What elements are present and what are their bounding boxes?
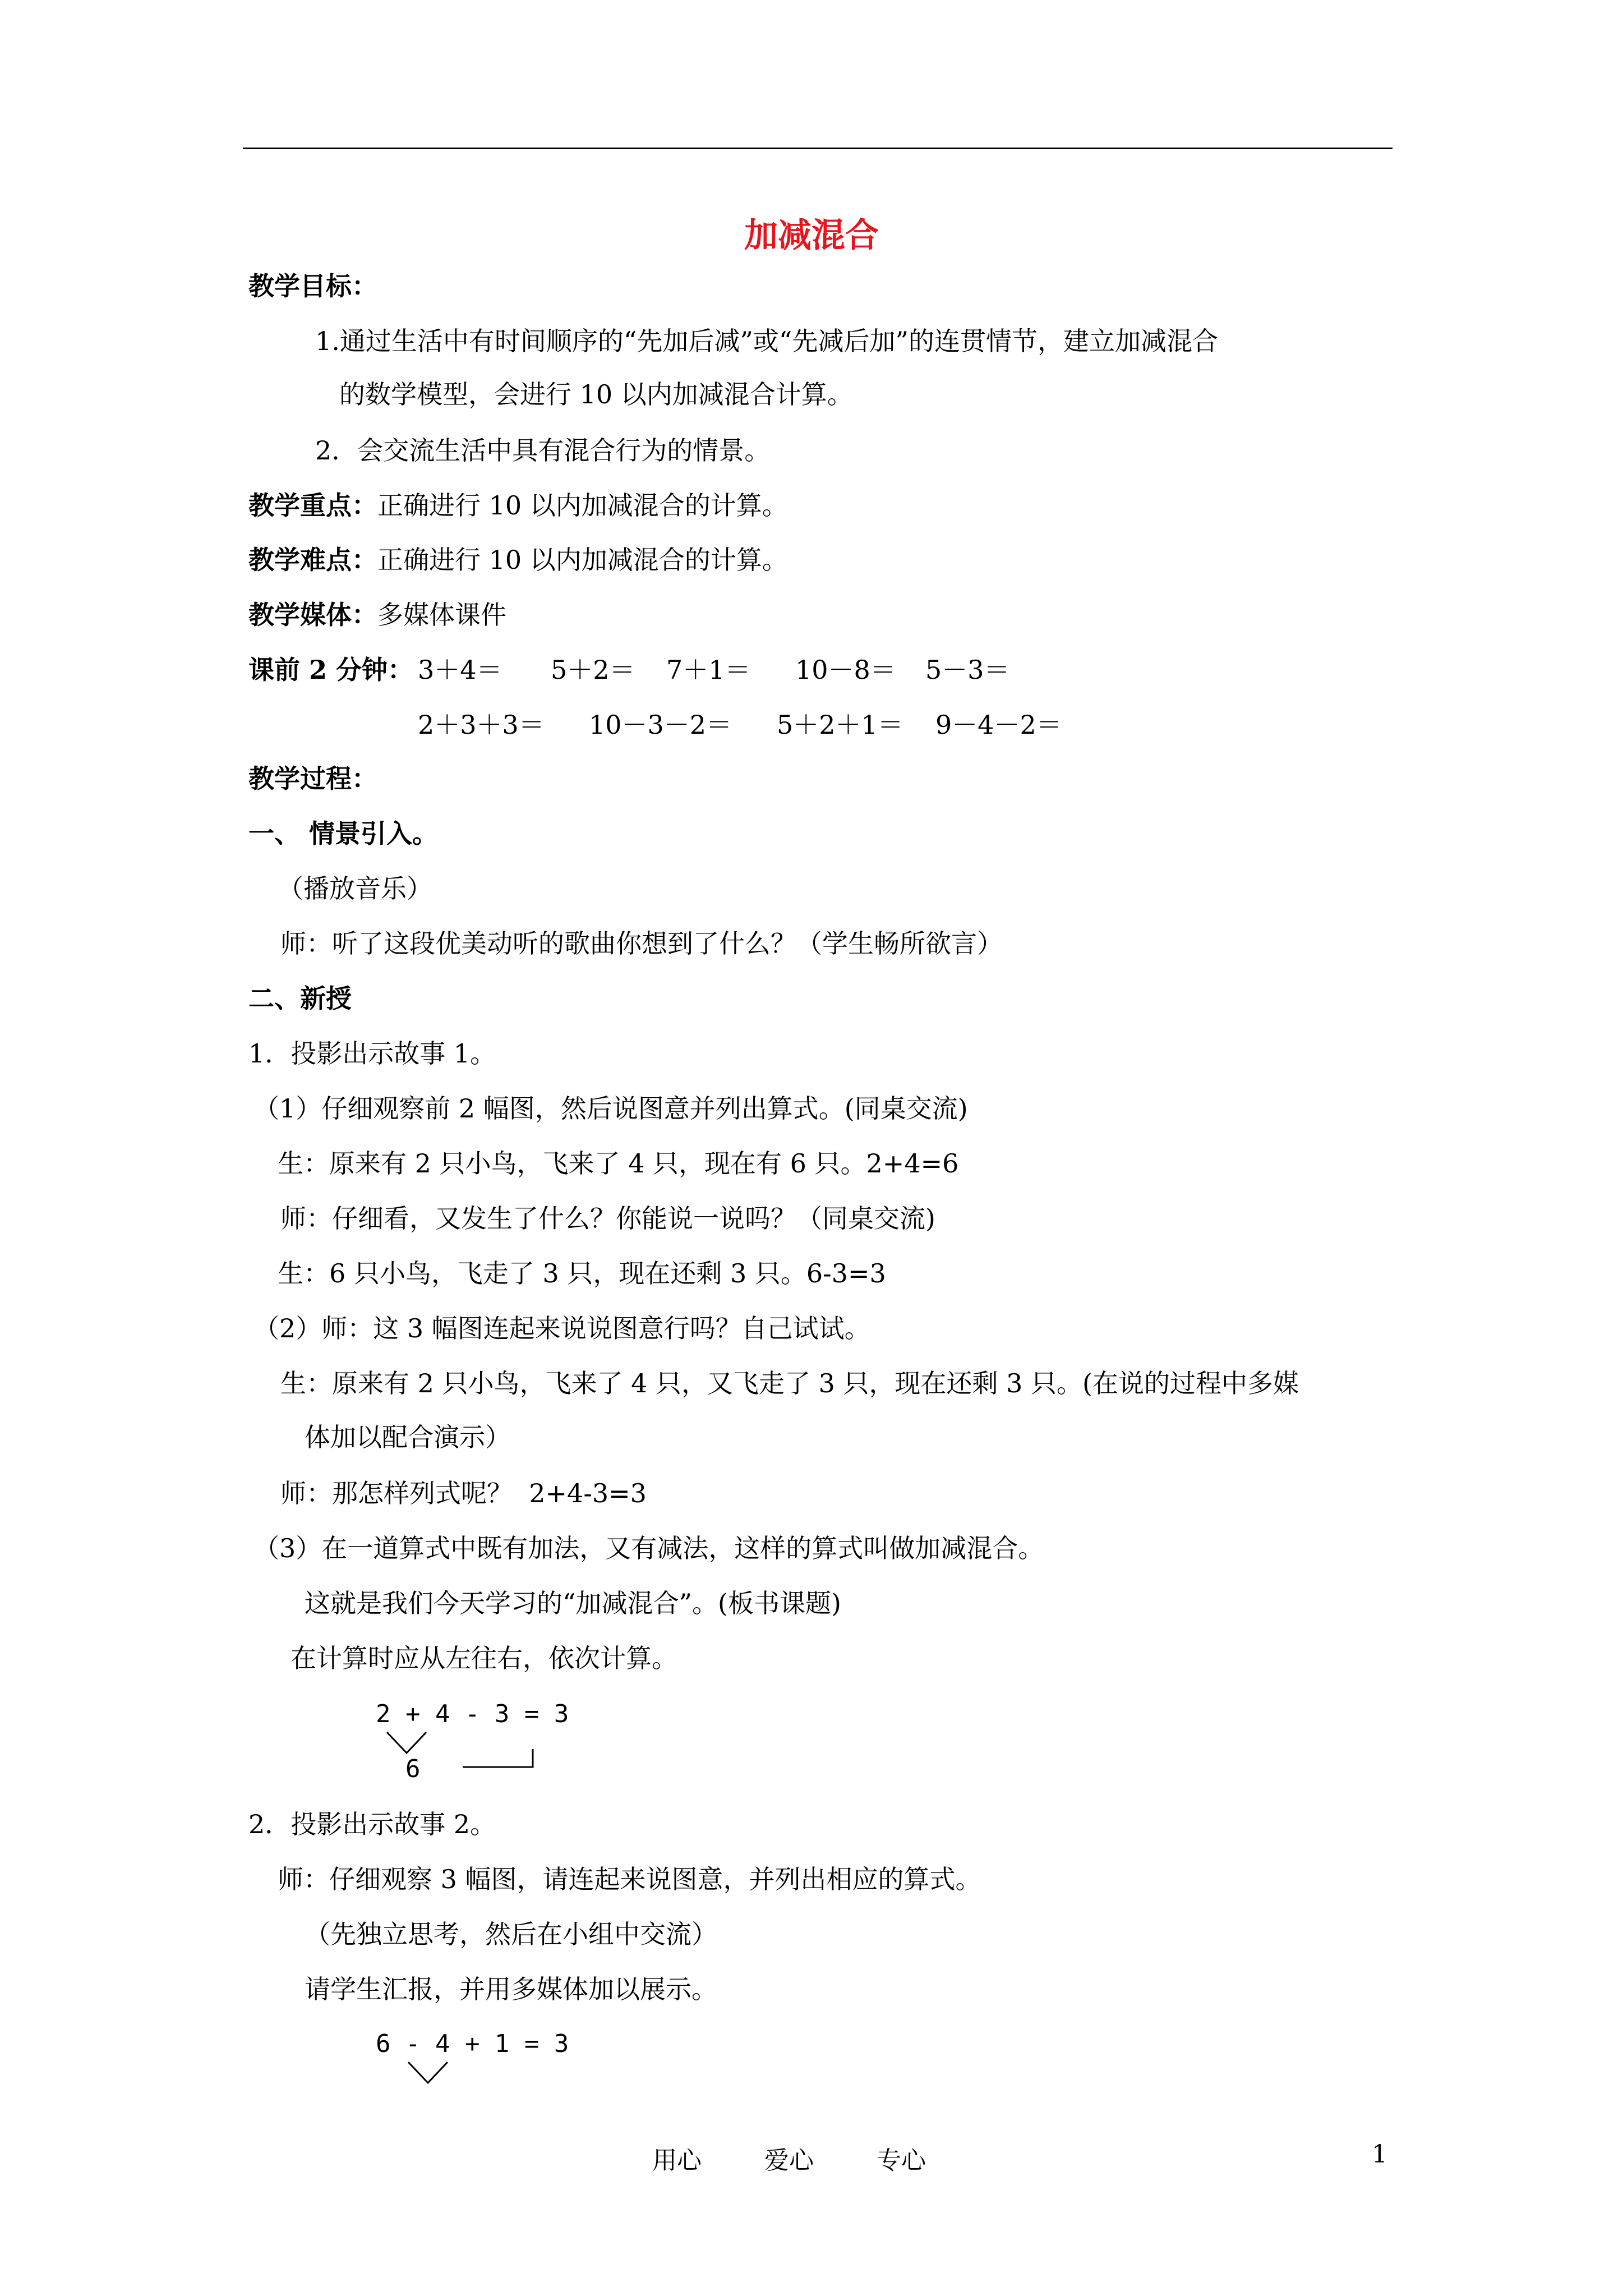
media-label: 教学媒体：: [248, 600, 377, 630]
warmup-item: 5＋2＝: [551, 655, 635, 685]
paragraph: （3）在一道算式中既有加法，又有减法，这样的算式叫做加减混合。: [253, 1533, 1044, 1563]
calculation-1: 2 + 4 - 3 = 3: [376, 1700, 569, 1728]
process-label: 教学过程：: [248, 763, 377, 794]
warmup-item: 7＋1＝: [666, 655, 751, 685]
paragraph: 生：原来有 2 只小鸟，飞来了 4 只，又飞走了 3 只，现在还剩 3 只。(在说的过程中多媒: [280, 1368, 1299, 1398]
calculation-2: 6 - 4 + 1 = 3: [376, 2030, 569, 2058]
paragraph: （先独立思考，然后在小组中交流）: [305, 1919, 717, 1949]
key-point: [248, 489, 788, 522]
paragraph: 这就是我们今天学习的“加减混合”。(板书课题): [305, 1588, 841, 1618]
warmup-item: 10－3－2＝: [589, 710, 732, 740]
paragraph: 生：原来有 2 只小鸟，飞来了 4 只，现在有 6 只。2+4=6: [278, 1148, 959, 1179]
paragraph: 请学生汇报，并用多媒体加以展示。: [305, 1974, 717, 2004]
calc-bracket-2: [404, 2058, 471, 2091]
paragraph: 在计算时应从左往右，依次计算。: [291, 1643, 677, 1673]
page-title: 加减混合: [744, 216, 879, 255]
difficulty-text: 正确进行 10 以内加减混合的计算。: [377, 545, 788, 575]
paragraph: （1）仔细观察前 2 幅图，然后说图意并列出算式。(同桌交流): [253, 1093, 968, 1124]
section-1-heading: 一、 情景引入。: [248, 818, 439, 849]
warmup-item: 2＋3＋3＝: [418, 710, 545, 740]
warmup-label: 课前 2 分钟：: [248, 655, 414, 685]
objective-1-line2: 的数学模型，会进行 10 以内加减混合计算。: [339, 379, 853, 409]
calc-1-intermediate: 6: [405, 1755, 421, 1783]
header-rule: [243, 148, 1393, 149]
warmup-item: 5＋2＋1＝: [777, 710, 903, 740]
objectives-label: 教学目标：: [248, 271, 377, 301]
footer-motto-2: 爱心: [764, 2146, 814, 2175]
paragraph: 师：听了这段优美动听的歌曲你想到了什么？（学生畅所欲言）: [280, 928, 1003, 959]
paragraph: 2．投影出示故事 2。: [248, 1809, 496, 1839]
paragraph: 生：6 只小鸟，飞走了 3 只，现在还剩 3 只。6-3=3: [278, 1258, 886, 1289]
warmup-item: 9－4－2＝: [935, 710, 1062, 740]
warmup-item: 10－8＝: [795, 655, 896, 685]
objective-1-line1: 1.通过生活中有时间顺序的“先加后减”或“先减后加”的连贯情节，建立加减混合: [315, 326, 1218, 356]
paragraph: 师：那怎样列式呢？ 2+4-3=3: [280, 1478, 647, 1508]
paragraph: （播放音乐）: [278, 873, 432, 904]
footer-motto-3: 专心: [877, 2146, 926, 2175]
page-number: 1: [1372, 2140, 1387, 2169]
warmup-item: 5－3＝: [925, 655, 1010, 685]
media: [248, 598, 506, 632]
paragraph: （2）师：这 3 幅图连起来说说图意行吗？自己试试。: [253, 1313, 870, 1343]
objective-2: 2．会交流生活中具有混合行为的情景。: [315, 435, 771, 466]
paragraph: 师：仔细观察 3 幅图，请连起来说图意，并列出相应的算式。: [278, 1864, 981, 1894]
difficulty-label: 教学难点：: [248, 545, 377, 575]
paragraph: 1．投影出示故事 1。: [248, 1038, 496, 1069]
difficulty: [248, 543, 788, 577]
warmup-item: 3＋4＝: [418, 655, 502, 685]
section-2-heading: 二、新授: [248, 983, 352, 1014]
key-point-label: 教学重点：: [248, 490, 377, 521]
media-text: 多媒体课件: [377, 600, 506, 630]
paragraph: 师：仔细看，又发生了什么？你能说一说吗？（同桌交流): [280, 1203, 935, 1234]
key-point-text: 正确进行 10 以内加减混合的计算。: [377, 490, 788, 521]
footer-motto-1: 用心: [652, 2146, 702, 2175]
paragraph: 体加以配合演示）: [305, 1422, 511, 1452]
